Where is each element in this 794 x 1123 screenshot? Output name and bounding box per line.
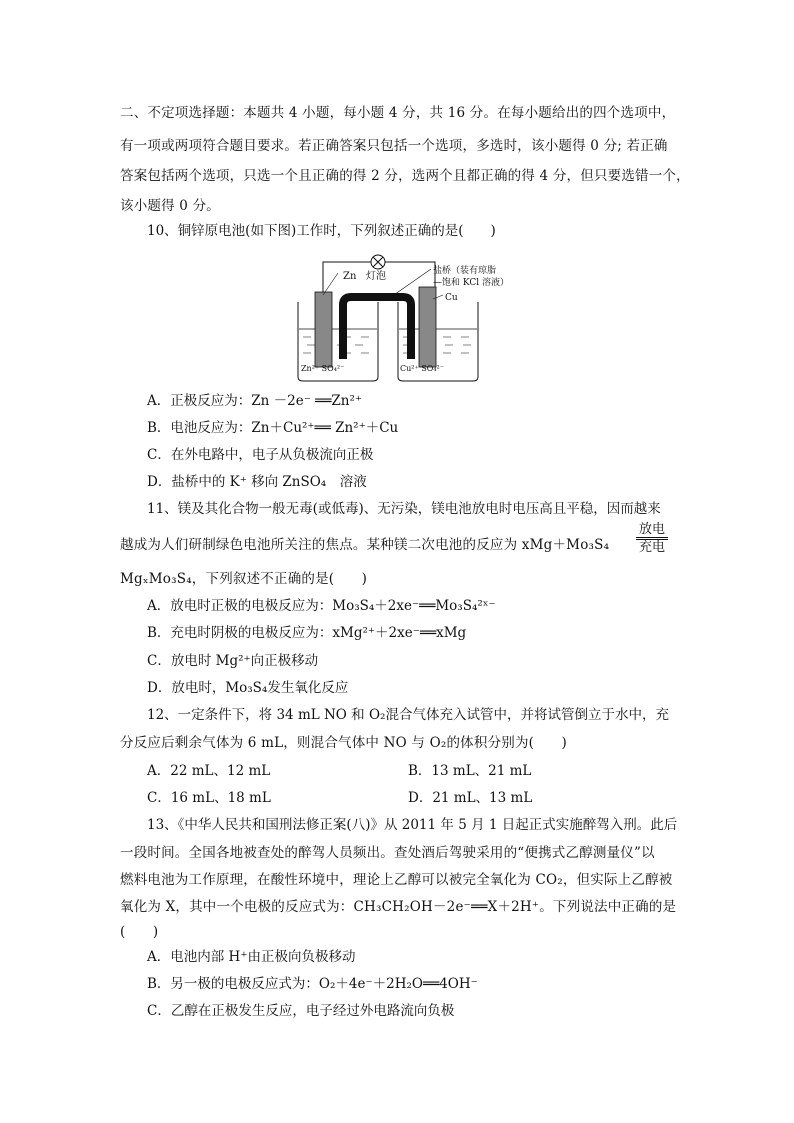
cu-label: Cu	[445, 293, 458, 303]
copper-zinc-cell-diagram	[293, 247, 543, 387]
q12-option-b: B．13 mL、21 mL	[408, 763, 532, 779]
right-solution-label: Cu²⁺ SO₄²⁻	[400, 364, 444, 373]
q13-stem-line-3: 燃料电池为工作原理，在酸性环境中，理论上乙醇可以被完全氧化为 CO₂，但实际上乙醇被	[120, 872, 673, 888]
q10-option-c: C．在外电路中，电子从负极流向正极	[147, 447, 374, 463]
section-heading-line-2: 有一项或两项符合题目要求。若正确答案只包括一个选项，多选时，该小题得 0 分; 若正确	[120, 138, 668, 154]
q13-stem-line-2: 一段时间。全国各地被查处的醉驾人员频出。查处酒后驾驶采用的“便携式乙醇测量仪”以	[120, 845, 655, 861]
reaction-condition-arrow	[636, 523, 668, 554]
q11-option-c: C．放电时 Mg²⁺向正极移动	[147, 653, 319, 669]
salt-bridge-label-1: 盐桥（装有琼脂	[433, 266, 497, 276]
discharge-label: 放电	[638, 522, 665, 537]
section-heading-line-3: 答案包括两个选项，只选一个且正确的得 2 分，选两个且都正确的得 4 分，但只要选错一个，	[120, 168, 690, 184]
q10-option-d: D．盐桥中的 K⁺ 移向 ZnSO₄ 溶液	[147, 474, 367, 490]
q11-stem-line-3: MgₓMo₃S₄，下列叙述不正确的是( )	[120, 571, 368, 587]
salt-bridge-label-2: —饱和 KCl 溶液）	[433, 278, 509, 288]
q10-option-a: A．正极反应为：Zn －2e⁻ ══Zn²⁺	[147, 393, 362, 409]
bulb-label: 灯泡	[366, 271, 386, 282]
q10-option-b: B．电池反应为：Zn＋Cu²⁺══ Zn²⁺＋Cu	[147, 420, 399, 436]
q11-stem-line-1: 11、镁及其化合物一般无毒(或低毒)、无污染，镁电池放电时电压高且平稳，因而越来	[147, 501, 661, 517]
q13-option-a: A．电池内部 H⁺由正极向负极移动	[147, 949, 356, 965]
q13-stem-line-5: ( )	[120, 924, 159, 940]
q12-stem-line-2: 分反应后剩余气体为 6 mL，则混合气体中 NO 与 O₂的体积分别为( )	[120, 735, 568, 751]
charge-label: 充电	[638, 540, 665, 555]
section-heading-line-1: 二、不定项选择题：本题共 4 小题，每小题 4 分，共 16 分。在每小题给出的四个选项中，	[120, 105, 676, 121]
section-heading-line-4: 该小题得 0 分。	[120, 198, 220, 214]
q11-option-b: B．充电时阴极的电极反应为：xMg²⁺＋2xe⁻══xMg	[147, 625, 467, 641]
q13-option-c: C．乙醇在正极发生反应，电子经过外电路流向负极	[147, 1003, 455, 1019]
q12-stem-line-1: 12、一定条件下，将 34 mL NO 和 O₂混合气体充入试管中，并将试管倒立于水中，充	[147, 707, 669, 723]
q13-stem-line-1: 13、《中华人民共和国刑法修正案(八)》从 2011 年 5 月 1 日起正式实施醉驾入刑。此后	[147, 817, 678, 833]
q13-option-b: B．另一极的电极反应式为：O₂＋4e⁻＋2H₂O══4OH⁻	[147, 976, 478, 992]
q13-stem-line-4: 氧化为 X，其中一个电极的反应式为：CH₃CH₂OH－2e⁻══X＋2H⁺。下列说法中正确的是	[120, 899, 677, 915]
q10-stem: 10、铜锌原电池(如下图)工作时，下列叙述正确的是( )	[147, 223, 496, 239]
q12-option-d: D．21 mL、13 mL	[408, 790, 533, 806]
left-solution-label: Zn²⁺ SO₄²⁻	[301, 364, 345, 373]
q12-option-a: A．22 mL、12 mL	[147, 763, 271, 779]
q12-option-c: C．16 mL、18 mL	[147, 790, 271, 806]
q11-stem-line-2: 越成为人们研制绿色电池所关注的焦点。某种镁二次电池的反应为 xMg＋Mo₃S₄	[120, 537, 610, 553]
zn-label: Zn	[343, 271, 357, 282]
q11-option-d: D．放电时，Mo₃S₄发生氧化反应	[147, 680, 349, 696]
q11-option-a: A．放电时正极的电极反应为：Mo₃S₄＋2xe⁻══Mo₃S₄²ˣ⁻	[147, 598, 496, 614]
